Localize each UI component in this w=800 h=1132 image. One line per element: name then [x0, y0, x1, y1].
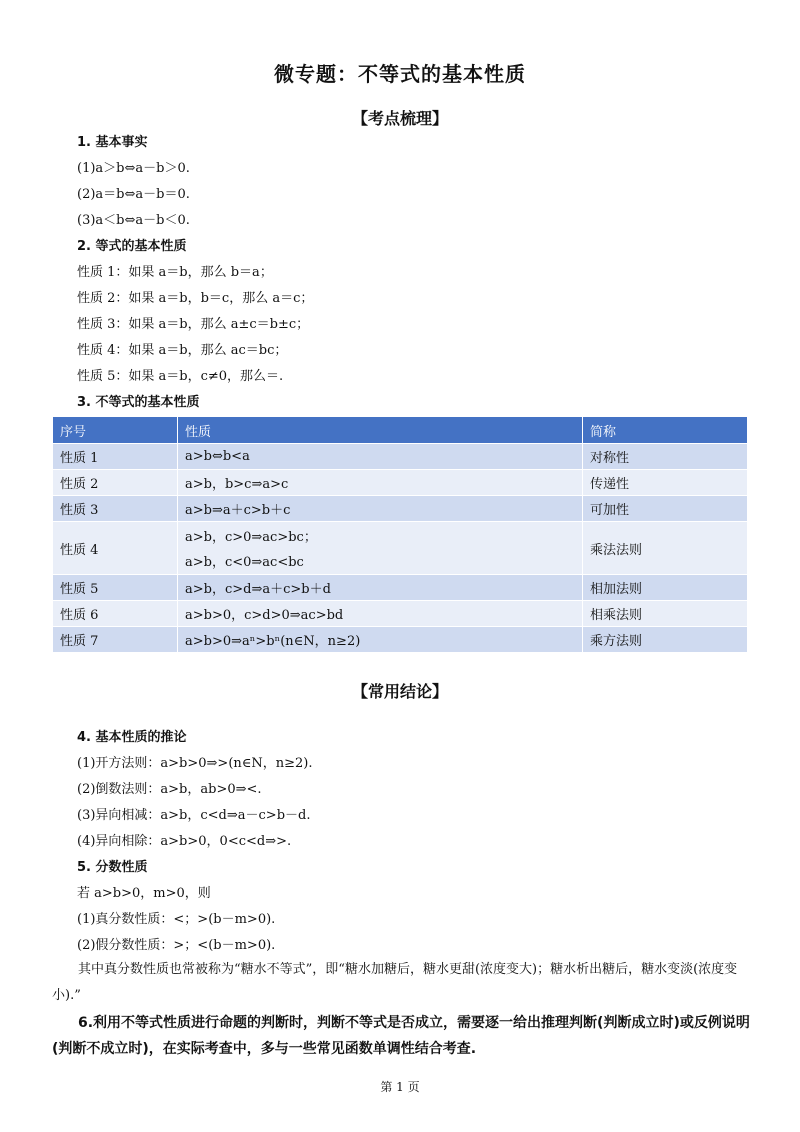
corollary-line-4: (4)异向相除：a>b>0，0<c<d⇒>. [77, 834, 292, 849]
table-cell-name: 性质 2 [53, 470, 178, 496]
table-cell-short-name: 可加性 [583, 496, 748, 522]
table-cell-property: a>b⇔b<a [178, 444, 583, 470]
column-header-short-name: 简称 [583, 417, 748, 444]
equation-property-1: 性质 1：如果 a＝b，那么 b＝a； [77, 265, 273, 280]
fact-line-2: (2)a＝b⇔a－b＝0. [77, 187, 190, 202]
table-cell-short-name: 相乘法则 [583, 601, 748, 627]
table-row [53, 444, 748, 470]
table-cell-property: a>b，c>d⇒a＋c>b＋d [178, 575, 583, 601]
table-cell-name: 性质 7 [53, 627, 178, 653]
column-header-property: 性质 [178, 417, 583, 444]
fraction-intro: 若 a>b>0，m>0，则 [77, 886, 211, 901]
table-cell-short-name: 乘方法则 [583, 627, 748, 653]
table-cell-short-name: 相加法则 [583, 575, 748, 601]
table-cell-property-line: a>b，c<0⇒ac<bc [185, 555, 304, 570]
table-cell-short-name: 对称性 [583, 444, 748, 470]
table-row [53, 470, 748, 496]
heading-fraction-properties: 5. 分数性质 [77, 860, 148, 875]
heading-corollaries: 4. 基本性质的推论 [77, 730, 187, 745]
table-cell-short-name: 传递性 [583, 470, 748, 496]
table-cell-property-line: a>b，c>0⇒ac>bc； [185, 530, 317, 545]
table-cell-property [178, 522, 583, 575]
table-header-row [53, 417, 748, 444]
corollary-line-1: (1)开方法则：a>b>0⇒>(n∈N，n≥2). [77, 756, 313, 771]
table-row [53, 575, 748, 601]
corollary-line-3: (3)异向相减：a>b，c<d⇒a－c>b－d. [77, 808, 311, 823]
table-cell-short-name: 乘法法则 [583, 522, 748, 575]
table-cell-property: a>b⇒a＋c>b＋c [178, 496, 583, 522]
fact-line-3: (3)a＜b⇔a－b＜0. [77, 213, 190, 228]
heading-equation-properties: 2. 等式的基本性质 [77, 239, 187, 254]
table-cell-property: a>b>0⇒aⁿ>bⁿ(n∈N，n≥2) [178, 627, 583, 653]
table-row [53, 496, 748, 522]
heading-basic-facts: 1. 基本事实 [77, 135, 148, 150]
equation-property-4: 性质 4：如果 a＝b，那么 ac＝bc； [77, 343, 288, 358]
table-cell-name: 性质 6 [53, 601, 178, 627]
equation-property-5: 性质 5：如果 a＝b，c≠0，那么＝. [77, 369, 284, 384]
point-6-paragraph: 6.利用不等式性质进行命题的判断时，判断不等式是否成立，需要逐一给出推理判断(判断成立时)或反例说明(判断不成立时)，在实际考查中，多与一些常见函数单调性结合考查. [52, 1015, 750, 1057]
table-row [53, 522, 748, 575]
page-title: 微专题：不等式的基本性质 [274, 62, 526, 86]
table-cell-property: a>b>0，c>d>0⇒ac>bd [178, 601, 583, 627]
sugar-water-paragraph: 其中真分数性质也常被称为“糖水不等式”，即“糖水加糖后，糖水更甜(浓度变大)；糖水析出糖后，糖水变淡(浓度变小).” [52, 962, 738, 1003]
fact-line-1: (1)a＞b⇔a－b＞0. [77, 161, 190, 176]
equation-property-3: 性质 3：如果 a＝b，那么 a±c＝b±c； [77, 317, 310, 332]
section-heading-common-conclusions: 【常用结论】 [351, 682, 448, 701]
column-header-index: 序号 [53, 417, 178, 444]
fraction-property-2: (2)假分数性质：>；<(b－m>0). [77, 938, 276, 953]
table-cell-property: a>b，b>c⇒a>c [178, 470, 583, 496]
table-row [53, 627, 748, 653]
heading-inequality-properties: 3. 不等式的基本性质 [77, 395, 200, 410]
inequality-properties-table [52, 416, 748, 653]
table-row [53, 601, 748, 627]
equation-property-2: 性质 2：如果 a＝b，b＝c，那么 a＝c； [77, 291, 314, 306]
corollary-line-2: (2)倒数法则：a>b，ab>0⇒<. [77, 782, 262, 797]
table-cell-name: 性质 3 [53, 496, 178, 522]
table-cell-name: 性质 4 [53, 522, 178, 575]
table-cell-name: 性质 1 [53, 444, 178, 470]
table-cell-name: 性质 5 [53, 575, 178, 601]
fraction-property-1: (1)真分数性质：<；>(b－m>0). [77, 912, 276, 927]
page-footer: 第 1 页 [380, 1080, 420, 1094]
section-heading-key-points: 【考点梳理】 [351, 109, 448, 128]
